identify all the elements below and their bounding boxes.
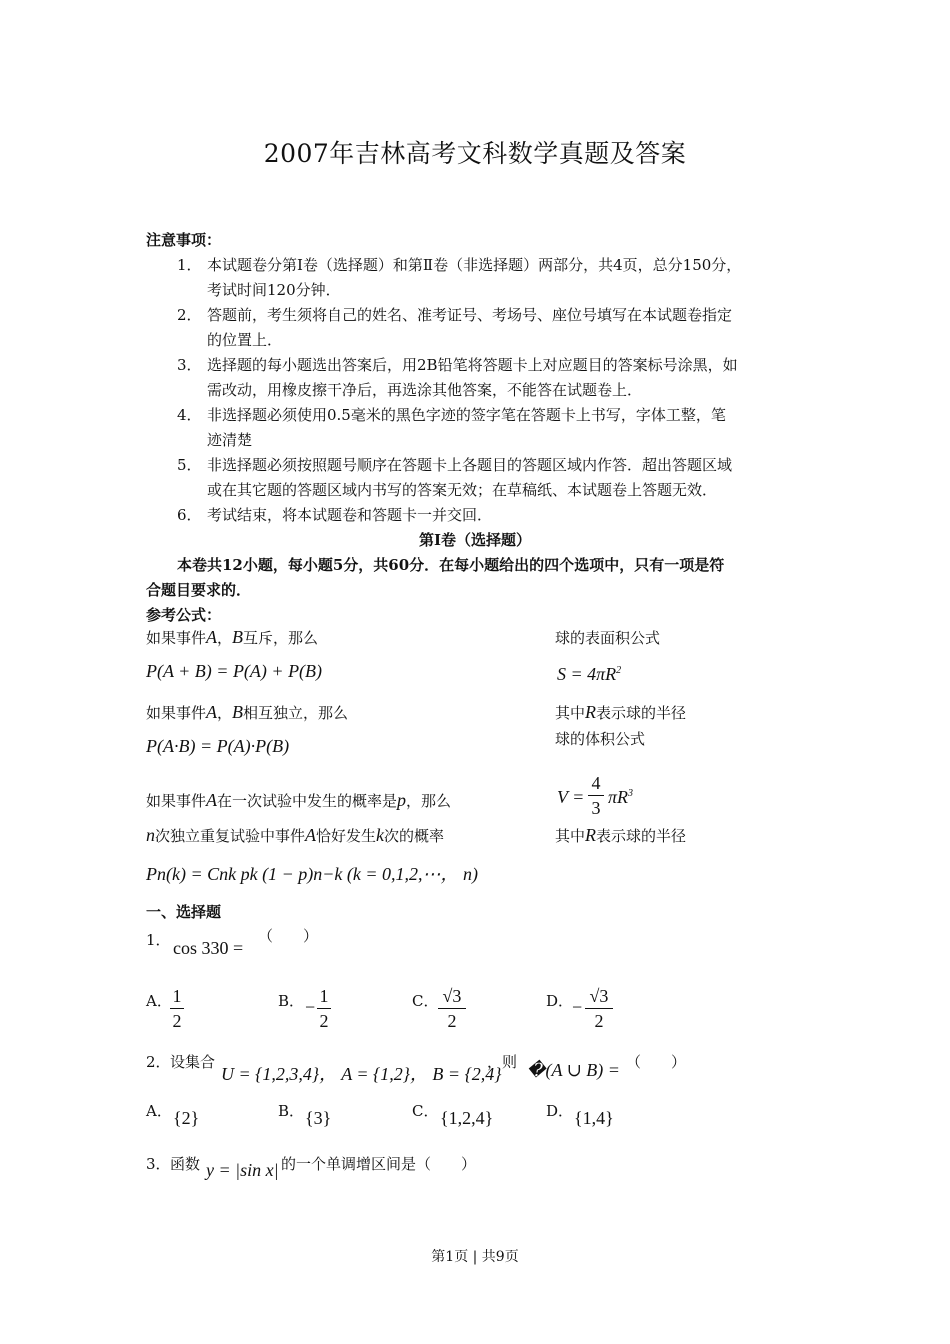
notice-item-text: 需改动，用橡皮擦干净后，再选涂其他答案，不能答在试题卷上． bbox=[207, 381, 643, 399]
notice-item-text: 考试时间120分钟． bbox=[207, 281, 341, 299]
minus-sign: − bbox=[305, 997, 316, 1017]
formula-text bbox=[146, 702, 348, 723]
var: B bbox=[232, 627, 244, 647]
text: 表示球的半径 bbox=[596, 827, 687, 845]
fraction-bar bbox=[438, 1008, 466, 1009]
denominator: 2 bbox=[447, 1011, 457, 1031]
text: 其中 bbox=[555, 827, 586, 845]
denominator: 2 bbox=[594, 1011, 604, 1031]
question-number: 1． bbox=[146, 931, 171, 949]
denominator: 2 bbox=[172, 1011, 182, 1031]
var: A bbox=[206, 790, 218, 810]
text: 次独立重复试验中事件 bbox=[155, 827, 306, 845]
q3-expression: y = |sin x| bbox=[206, 1160, 279, 1180]
denominator: 3 bbox=[591, 798, 601, 818]
numerator: 1 bbox=[172, 986, 182, 1006]
fraction-bar bbox=[317, 1008, 331, 1009]
var: R bbox=[585, 825, 597, 845]
binomial-formula: Pn(k) = Cnk pk (1 − p)n−k (k = 0,1,2,⋯， n) bbox=[146, 864, 478, 884]
notice-item-text: 本试题卷分第Ⅰ卷（选择题）和第Ⅱ卷（非选择题）两部分，共4页，总分150分， bbox=[207, 256, 742, 274]
notice-item-text: 非选择题必须使用0.5毫米的黑色字迹的签字笔在答题卡上书写，字体工整，笔 bbox=[207, 406, 726, 424]
volume-label: 球的体积公式 bbox=[555, 730, 646, 748]
var: p bbox=[397, 790, 407, 810]
option-d-fraction bbox=[585, 986, 613, 1031]
notice-item-text: 答题前，考生须将自己的姓名、准考证号、考场号、座位号填写在本试题卷指定 bbox=[207, 306, 733, 324]
surface-label: 球的表面积公式 bbox=[555, 629, 661, 647]
volume-lhs: V = bbox=[557, 787, 585, 807]
page-footer: 第1页 | 共9页 bbox=[431, 1249, 519, 1265]
section-intro: 合题目要求的． bbox=[146, 581, 252, 599]
var: B bbox=[232, 702, 244, 722]
text: 次的概率 bbox=[384, 827, 445, 845]
option-value: {2} bbox=[173, 1108, 200, 1128]
notice-item-num: 5． bbox=[177, 456, 202, 474]
formula-text bbox=[146, 790, 451, 811]
q2-text: ，则 bbox=[487, 1053, 518, 1071]
question-number: 3． bbox=[146, 1155, 171, 1173]
notice-item-num: 3． bbox=[177, 356, 202, 374]
numerator: √3 bbox=[589, 986, 609, 1006]
option-label: A． bbox=[146, 992, 172, 1010]
formula-text bbox=[555, 702, 686, 723]
exponent: 2 bbox=[616, 665, 622, 676]
exponent: 3 bbox=[628, 788, 634, 799]
indep-formula: P(A·B) = P(A)·P(B) bbox=[146, 736, 290, 756]
section-intro: 本卷共12小题，每小题5分，共60分．在每小题给出的四个选项中，只有一项是符 bbox=[177, 556, 725, 574]
notice-heading: 注意事项： bbox=[146, 231, 222, 249]
var: n bbox=[146, 825, 155, 845]
text: 如果事件 bbox=[146, 792, 207, 810]
notice-item-num: 1． bbox=[177, 256, 202, 274]
text: 恰好发生 bbox=[316, 827, 377, 845]
option-label: C． bbox=[412, 992, 439, 1010]
option-label: B． bbox=[278, 1102, 305, 1120]
fraction-bar bbox=[170, 1008, 184, 1009]
text: 表示球的半径 bbox=[596, 704, 687, 722]
formulas-heading: 参考公式： bbox=[146, 606, 222, 624]
option-label: B． bbox=[278, 992, 305, 1010]
var: A bbox=[206, 702, 218, 722]
option-c-fraction bbox=[438, 986, 466, 1031]
answer-blank: （ ） bbox=[258, 927, 319, 945]
section-heading: 第Ⅰ卷（选择题） bbox=[418, 531, 532, 549]
text: ，那么 bbox=[406, 792, 452, 810]
numerator: 4 bbox=[591, 773, 601, 793]
volume-fraction bbox=[588, 773, 604, 818]
option-value: {1,4} bbox=[574, 1108, 614, 1128]
notice-item-num: 4． bbox=[177, 406, 202, 424]
formula-text bbox=[555, 825, 686, 846]
q3-text: 的一个单调增区间是（ ） bbox=[281, 1155, 477, 1173]
text: 如果事件 bbox=[146, 704, 207, 722]
var: A bbox=[305, 825, 317, 845]
option-label: A． bbox=[146, 1102, 172, 1120]
notice-item-text: 或在其它题的答题区域内书写的答案无效；在草稿纸、本试题卷上答题无效． bbox=[207, 481, 718, 499]
fraction-bar bbox=[588, 795, 604, 796]
text: 互斥，那么 bbox=[243, 629, 319, 647]
option-value: {1,2,4} bbox=[440, 1108, 494, 1128]
answer-blank: （ ） bbox=[626, 1053, 687, 1071]
notice-item-text: 的位置上． bbox=[207, 331, 283, 349]
mutex-formula: P(A + B) = P(A) + P(B) bbox=[146, 661, 323, 681]
volume-rhs bbox=[608, 787, 633, 808]
q1-expression: cos 330 = bbox=[173, 938, 244, 958]
text: 如果事件 bbox=[146, 629, 207, 647]
q3-text: 函数 bbox=[170, 1155, 201, 1173]
option-a-fraction bbox=[170, 986, 184, 1031]
notice-item-text: 迹清楚 bbox=[207, 431, 253, 449]
var: k bbox=[376, 825, 385, 845]
notice-item-num: 6． bbox=[177, 506, 202, 524]
option-label: C． bbox=[412, 1102, 439, 1120]
var: R bbox=[585, 702, 597, 722]
minus-sign: − bbox=[572, 997, 583, 1017]
text: 在一次试验中发生的概率是 bbox=[217, 792, 398, 810]
notice-item-text: 非选择题必须按照题号顺序在答题卡上各题目的答题区域内作答．超出答题区域 bbox=[207, 456, 733, 474]
notice-item-text: 选择题的每小题选出答案后，用2B铅笔将答题卡上对应题目的答案标号涂黑，如 bbox=[207, 356, 738, 374]
fraction-bar bbox=[585, 1008, 613, 1009]
option-value: {3} bbox=[305, 1108, 332, 1128]
formula: S = 4πR bbox=[557, 664, 617, 684]
option-b-fraction bbox=[317, 986, 331, 1031]
formula: πR bbox=[608, 787, 629, 807]
numerator: 1 bbox=[319, 986, 329, 1006]
formula-text bbox=[146, 825, 444, 846]
question-number: 2． bbox=[146, 1053, 171, 1071]
notice-item-text: 考试结束，将本试题卷和答题卡一并交回． bbox=[207, 506, 493, 524]
q2-sets: U = {1,2,3,4}， A = {1,2}， B = {2,4} bbox=[221, 1064, 502, 1084]
text: 相互独立，那么 bbox=[243, 704, 349, 722]
text: ， bbox=[217, 629, 233, 647]
text: ， bbox=[217, 704, 233, 722]
part-heading: 一、选择题 bbox=[146, 903, 222, 921]
var: A bbox=[206, 627, 218, 647]
q2-expression: �(A ∪ B) = bbox=[527, 1060, 620, 1080]
formula-text bbox=[146, 627, 318, 648]
q2-text: 设集合 bbox=[170, 1053, 216, 1071]
page-title: 2007年吉林高考文科数学真题及答案 bbox=[263, 139, 687, 168]
denominator: 2 bbox=[319, 1011, 329, 1031]
option-label: D． bbox=[546, 992, 574, 1010]
text: 其中 bbox=[555, 704, 586, 722]
notice-item-num: 2． bbox=[177, 306, 202, 324]
numerator: √3 bbox=[442, 986, 462, 1006]
option-label: D． bbox=[546, 1102, 574, 1120]
surface-formula bbox=[557, 664, 621, 685]
